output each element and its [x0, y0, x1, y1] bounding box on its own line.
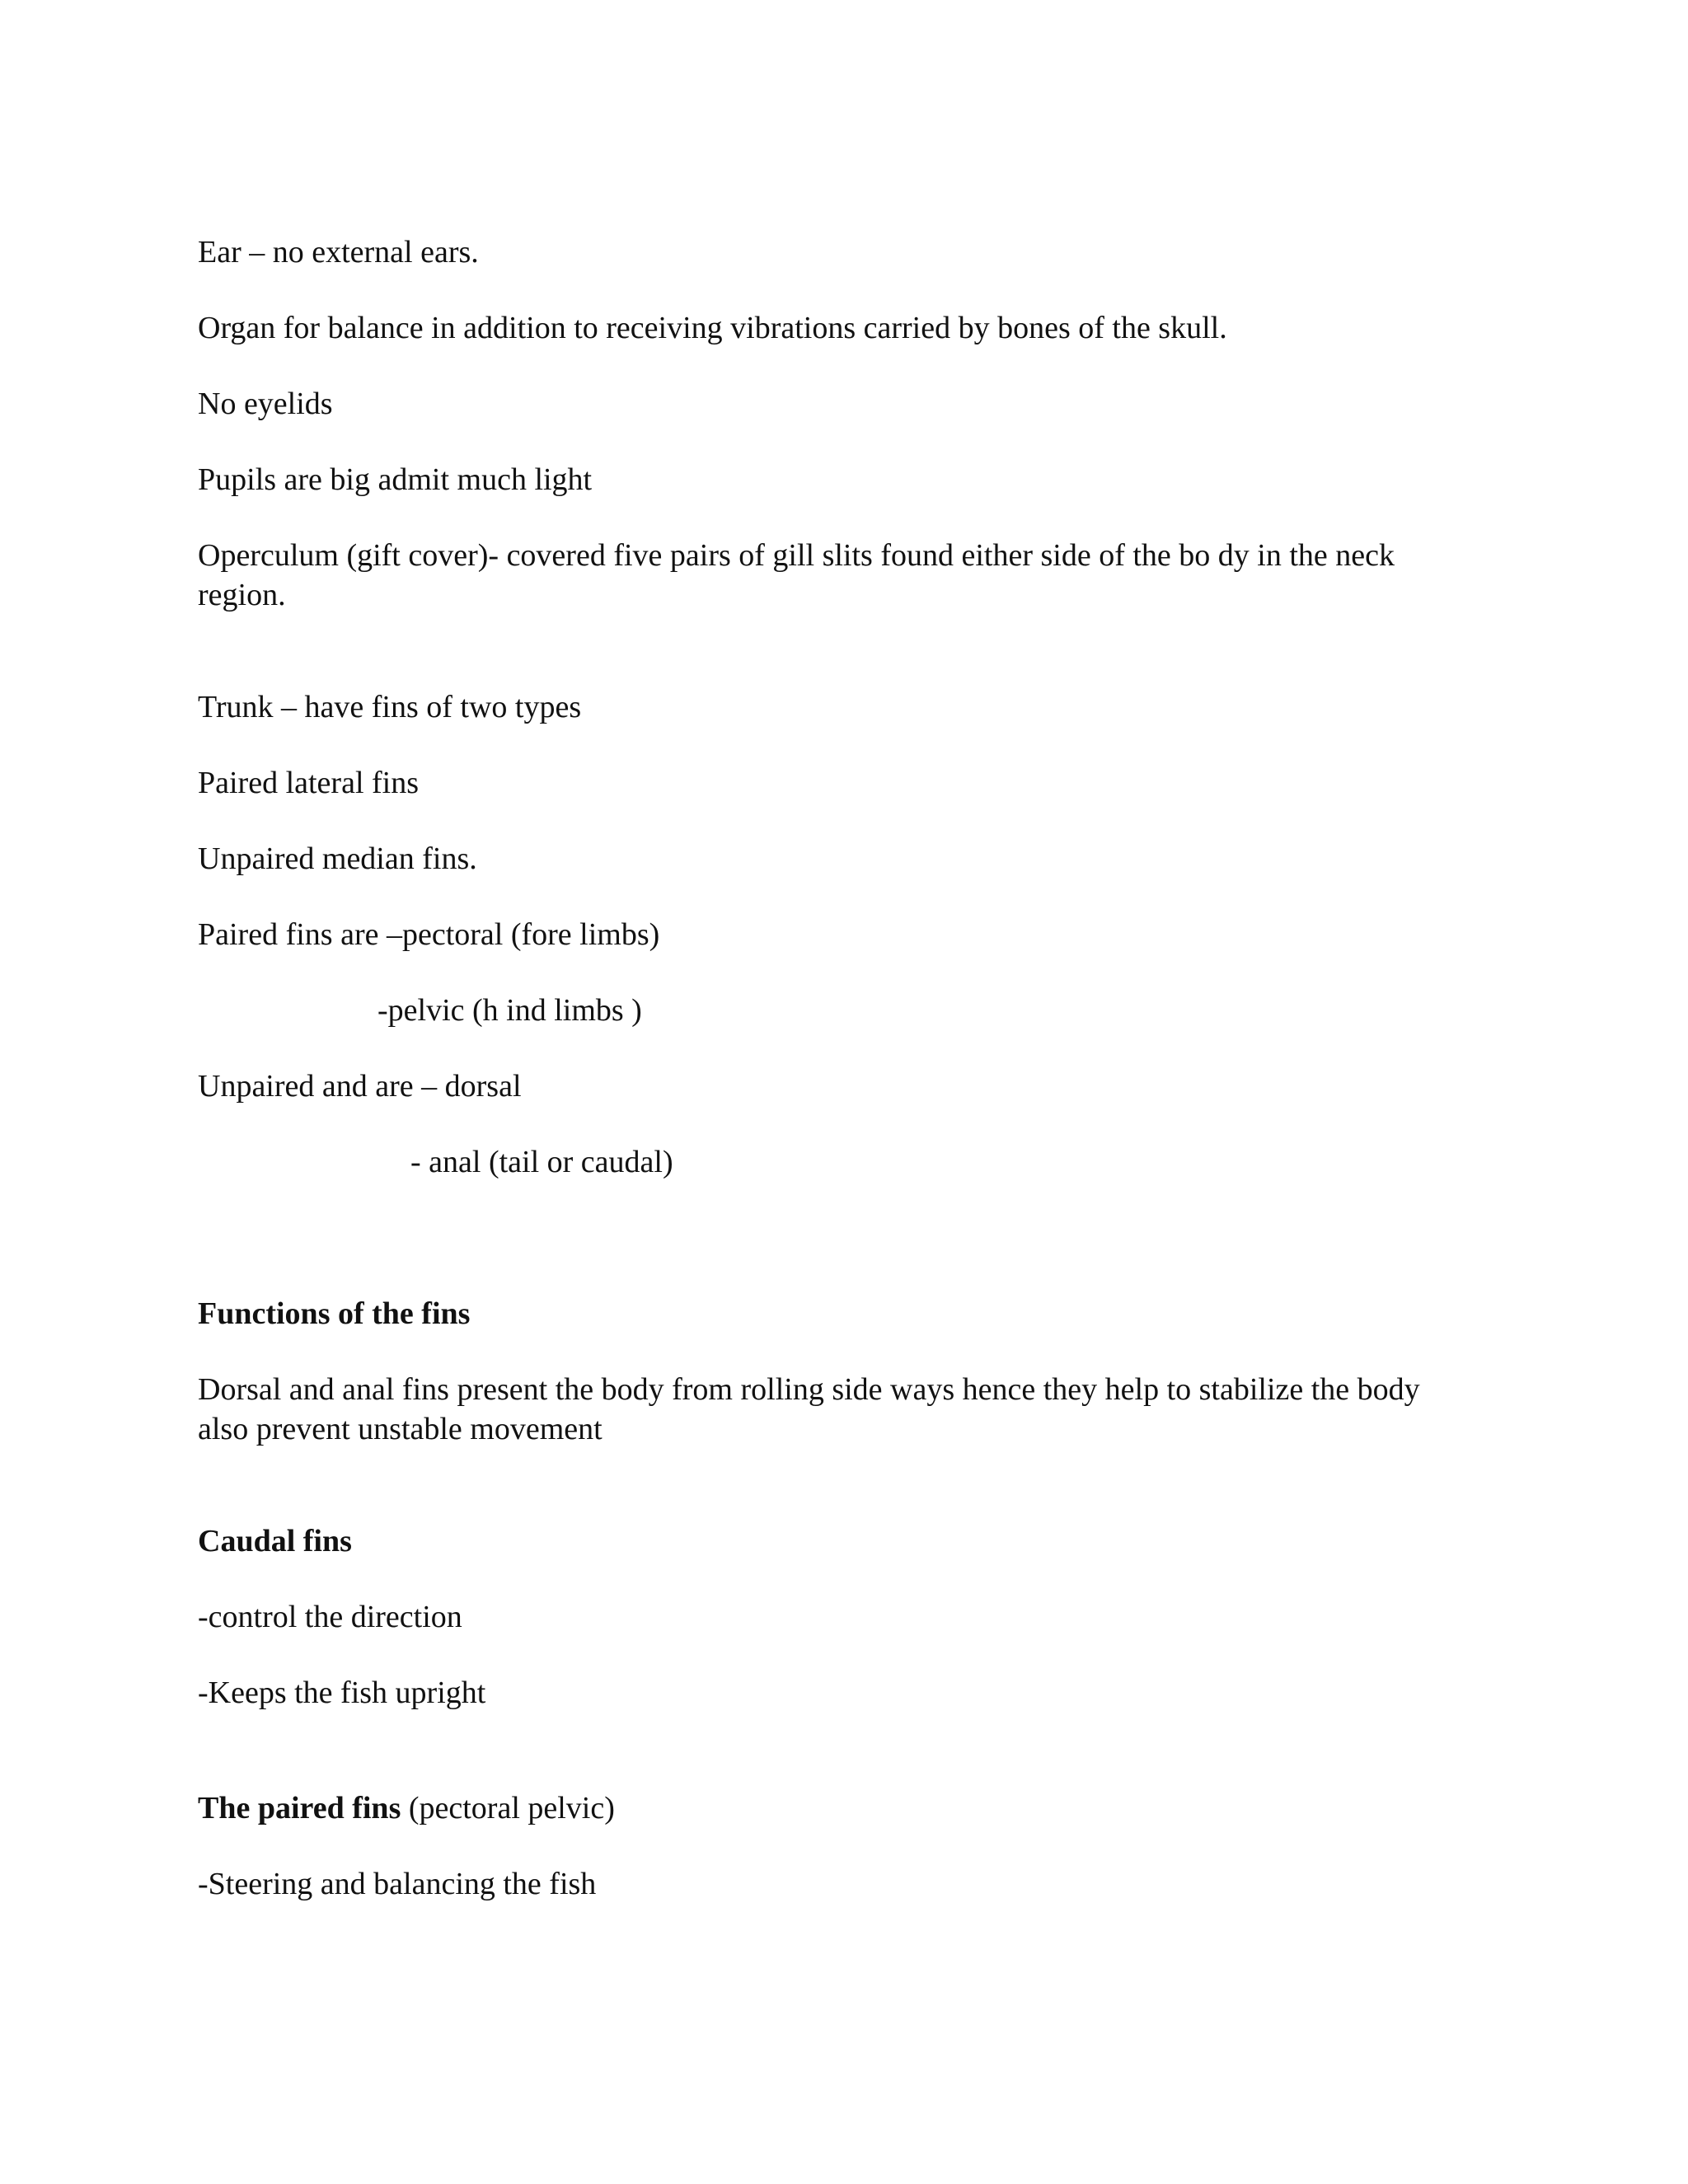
organ-line: Organ for balance in addition to receiving vibrations carried by bones of the skull.	[198, 311, 1227, 345]
eyelids-line: No eyelids	[198, 387, 333, 421]
caudal-item-upright: -Keeps the fish upright	[198, 1675, 486, 1710]
paired-lateral-line: Paired lateral fins	[198, 766, 420, 800]
paired-fins-are-line: Paired fins are –pectoral (fore limbs)	[198, 917, 660, 952]
operculum-paragraph: Operculum (gift cover)- covered five pairs of gill slits found either side of the bo dy in the neck region.	[198, 538, 1395, 612]
functions-paragraph: Dorsal and anal fins present the body from rolling side ways hence they help to stabilize the body also prevent unstable movement	[198, 1372, 1420, 1446]
paired-item-steering: -Steering and balancing the fish	[198, 1867, 597, 1901]
paired-fins-heading-suffix: (pectoral pelvic)	[401, 1791, 615, 1825]
paired-fins-heading: The paired fins	[198, 1791, 401, 1825]
unpaired-median-line: Unpaired median fins.	[198, 841, 477, 876]
unpaired-and-line: Unpaired and are – dorsal	[198, 1069, 522, 1104]
caudal-item-direction: -control the direction	[198, 1600, 462, 1634]
caudal-heading: Caudal fins	[198, 1524, 352, 1558]
trunk-line: Trunk – have fins of two types	[198, 690, 582, 724]
pelvic-line: -pelvic (h ind limbs )	[377, 993, 642, 1028]
anal-line: - anal (tail or caudal)	[410, 1145, 673, 1179]
pupils-line: Pupils are big admit much light	[198, 462, 593, 497]
paired-fins-heading-line	[198, 1788, 615, 1828]
ear-line: Ear – no external ears.	[198, 235, 479, 269]
functions-heading: Functions of the fins	[198, 1296, 471, 1331]
